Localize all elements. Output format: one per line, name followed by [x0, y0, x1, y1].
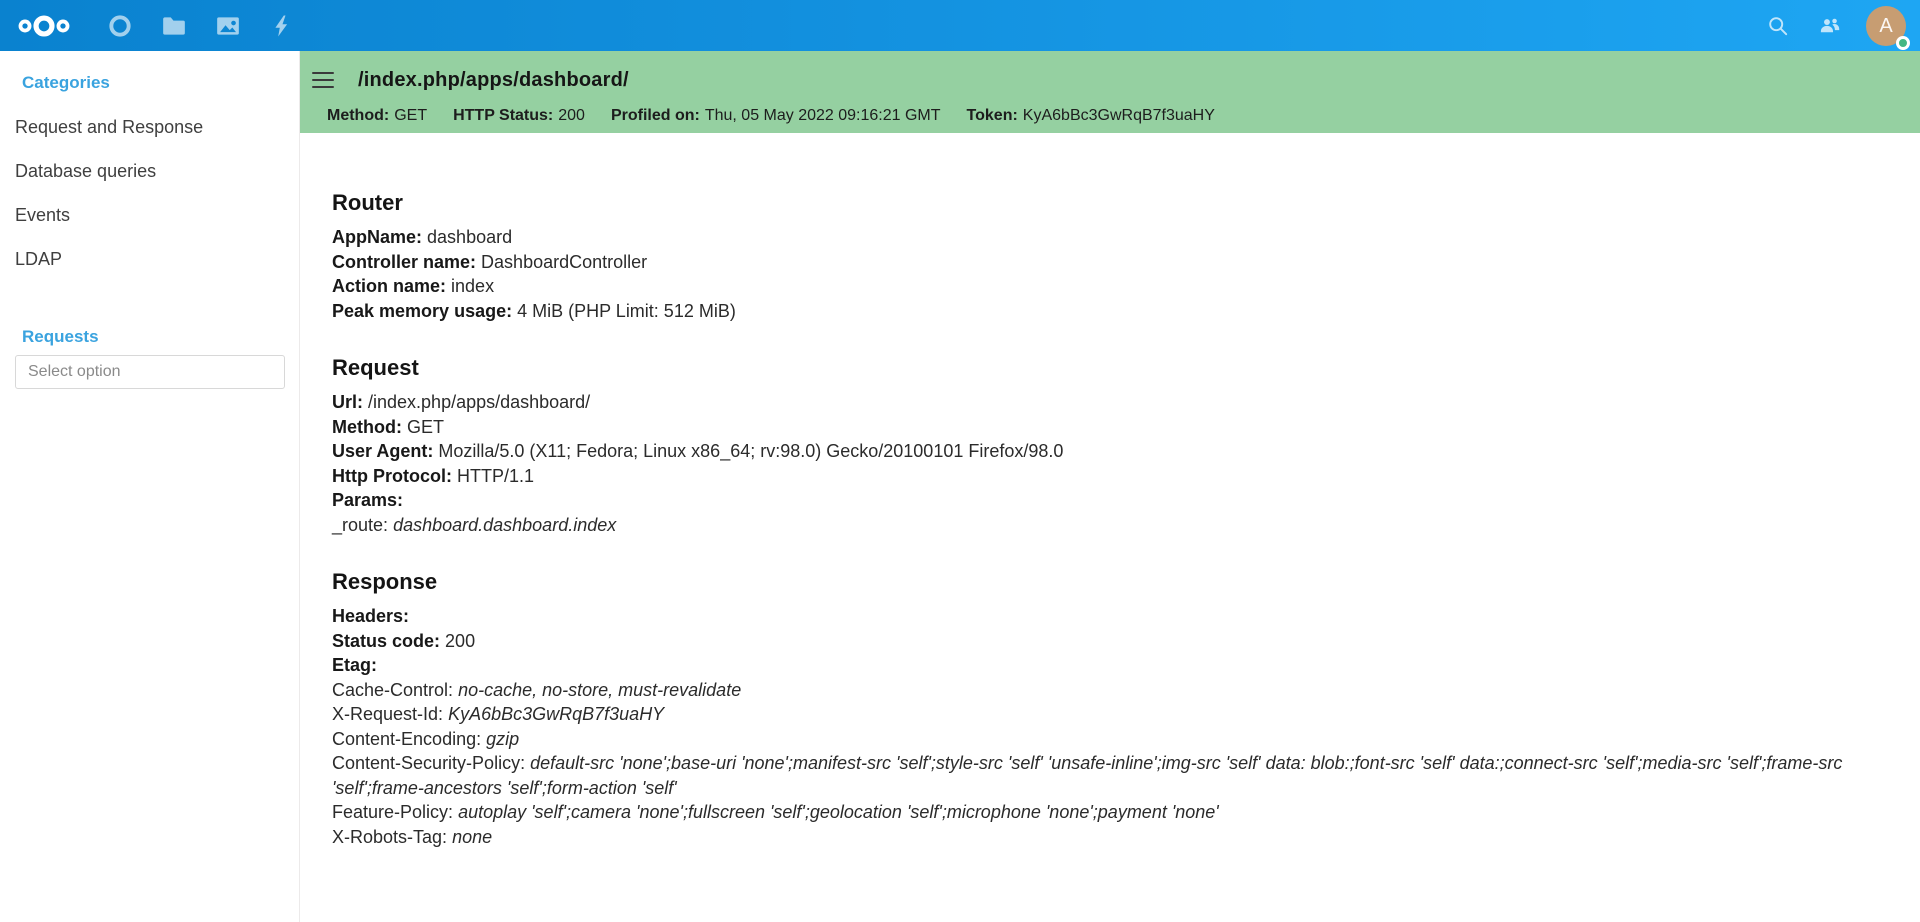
- kv-value: /index.php/apps/dashboard/: [368, 392, 591, 412]
- kv-label: Feature-Policy:: [332, 802, 454, 822]
- app-menu: [93, 0, 309, 51]
- profiler-header: [300, 51, 1920, 133]
- kv-value: index: [451, 276, 495, 296]
- section-response: [332, 569, 1875, 849]
- search-icon: [1766, 14, 1790, 38]
- kv-value: 200: [445, 630, 476, 651]
- kv-label: Method:: [332, 416, 402, 437]
- kv-label: User Agent:: [332, 441, 434, 461]
- kv-row-http-protocol: [332, 464, 1875, 489]
- header-meta-token: [967, 107, 1215, 125]
- header-meta-profiled-on: [611, 107, 941, 125]
- kv-value: dashboard.dashboard.index: [393, 514, 617, 535]
- kv-value: gzip: [486, 728, 520, 749]
- kv-value: Mozilla/5.0 (X11; Fedora; Linux x86_64; rv:98.0) Gecko/20100101 Firefox/98.0: [438, 441, 1064, 461]
- sidebar-item-database-queries[interactable]: Database queries: [15, 161, 157, 181]
- kv-value: HTTP/1.1: [457, 465, 535, 486]
- kv-label: Cache-Control:: [332, 679, 454, 700]
- meta-label: Token:: [966, 107, 1018, 124]
- kv-label: Url:: [332, 392, 363, 412]
- kv-row-controller-name: [332, 250, 1875, 275]
- kv-value: GET: [407, 416, 445, 437]
- online-status-icon: [1896, 36, 1910, 50]
- files-app-button[interactable]: [147, 0, 201, 51]
- lightning-bolt-icon: [270, 14, 294, 38]
- meta-value: Thu, 05 May 2022 09:16:21 GMT: [704, 107, 941, 124]
- meta-label: Method:: [327, 107, 390, 124]
- kv-label: Params:: [332, 490, 404, 510]
- kv-row-cache-control: [332, 678, 1875, 703]
- search-button[interactable]: [1756, 0, 1800, 51]
- avatar-initial: A: [1879, 14, 1893, 37]
- kv-label: X-Request-Id:: [332, 704, 444, 724]
- kv-row-user-agent: [332, 439, 1875, 464]
- kv-row-url: [332, 390, 1875, 415]
- kv-value: 4 MiB (PHP Limit: 512 MiB): [517, 300, 736, 321]
- kv-label: X-Robots-Tag:: [332, 826, 448, 847]
- sidebar-category-list: [0, 105, 299, 281]
- sidebar-item-ldap[interactable]: LDAP: [15, 249, 63, 269]
- sidebar-item-request-and-response[interactable]: Request and Response: [15, 117, 204, 137]
- header-meta-method: [327, 107, 427, 125]
- meta-value: GET: [394, 107, 428, 124]
- sidebar-item-events[interactable]: Events: [15, 205, 71, 225]
- kv-label: Controller name:: [332, 251, 477, 272]
- section-router: [332, 190, 1875, 323]
- nextcloud-logo[interactable]: [13, 12, 75, 40]
- requests-select[interactable]: [15, 355, 285, 389]
- sidebar-caption-categories: Categories: [22, 73, 110, 92]
- page-title: /index.php/apps/dashboard/: [358, 68, 629, 91]
- kv-label: _route:: [332, 514, 389, 535]
- contacts-button[interactable]: [1808, 0, 1852, 51]
- kv-row-action-name: [332, 274, 1875, 299]
- meta-label: HTTP Status:: [453, 107, 554, 124]
- circle-icon: [107, 13, 133, 39]
- kv-row-x-request-id: [332, 702, 1875, 727]
- section-title-request: Request: [332, 355, 419, 380]
- user-menu-button[interactable]: [1866, 6, 1906, 46]
- content-column: [300, 51, 1920, 922]
- sidebar: [0, 51, 300, 922]
- kv-label: Http Protocol:: [332, 465, 452, 486]
- kv-row-x-robots-tag: [332, 825, 1875, 850]
- kv-row-headers: [332, 604, 1875, 629]
- kv-value: KyA6bBc3GwRqB7f3uaHY: [448, 704, 665, 724]
- folder-icon: [161, 13, 187, 39]
- kv-label: Etag:: [332, 655, 377, 675]
- topbar: [0, 0, 1920, 51]
- photos-app-button[interactable]: [201, 0, 255, 51]
- kv-label: Peak memory usage:: [332, 300, 513, 321]
- profiler-title-row: [312, 63, 1920, 97]
- kv-row-content-encoding: [332, 727, 1875, 752]
- topbar-right: [1756, 0, 1906, 51]
- kv-label: Status code:: [332, 630, 441, 651]
- kv-label: Headers:: [332, 606, 410, 626]
- meta-label: Profiled on:: [610, 107, 700, 124]
- nextcloud-logo-icon: [13, 13, 75, 39]
- kv-label: Action name:: [332, 276, 447, 296]
- kv-row-content-security-policy: [332, 751, 1875, 800]
- kv-row-method: [332, 415, 1875, 440]
- profiler-app-button[interactable]: [93, 0, 147, 51]
- meta-value: KyA6bBc3GwRqB7f3uaHY: [1022, 107, 1215, 124]
- kv-row-peak-memory-usage: [332, 299, 1875, 324]
- kv-label: Content-Encoding:: [332, 728, 482, 749]
- sidebar-caption-requests: Requests: [22, 327, 99, 346]
- kv-value: DashboardController: [481, 251, 648, 272]
- meta-value: 200: [558, 107, 585, 124]
- kv-row-etag: [332, 653, 1875, 678]
- kv-value: none: [452, 826, 493, 847]
- kv-value: default-src 'none';base-uri 'none';manifest-src 'self';style-src 'self' 'unsafe-inline';img-src 'self' data: blob:;font-src 'self' data:;connect-src 'self';media-src 'self';frame-src 'self';frame-ancestors 'self';form-action 'self': [332, 753, 1843, 798]
- contacts-icon: [1817, 13, 1843, 39]
- kv-value: no-cache, no-store, must-revalidate: [458, 679, 742, 700]
- kv-row-status-code: [332, 629, 1875, 654]
- layout: [0, 51, 1920, 922]
- kv-row-params: [332, 488, 1875, 513]
- kv-row-route: [332, 513, 1875, 538]
- activity-app-button[interactable]: [255, 0, 309, 51]
- section-title-router: Router: [332, 190, 403, 215]
- kv-value: dashboard: [427, 227, 513, 247]
- kv-row-appname: [332, 225, 1875, 250]
- header-meta-row: [327, 107, 1920, 125]
- section-title-response: Response: [332, 569, 438, 594]
- kv-label: Content-Security-Policy:: [332, 753, 526, 773]
- kv-row-feature-policy: [332, 800, 1875, 825]
- kv-label: AppName:: [332, 227, 423, 247]
- main-content: [300, 133, 1920, 922]
- image-icon: [215, 13, 241, 39]
- header-meta-http-status: [453, 107, 585, 125]
- section-request: [332, 355, 1875, 537]
- hamburger-menu-button[interactable]: [312, 70, 336, 90]
- kv-value: autoplay 'self';camera 'none';fullscreen 'self';geolocation 'self';microphone 'none';payment 'none': [458, 802, 1219, 822]
